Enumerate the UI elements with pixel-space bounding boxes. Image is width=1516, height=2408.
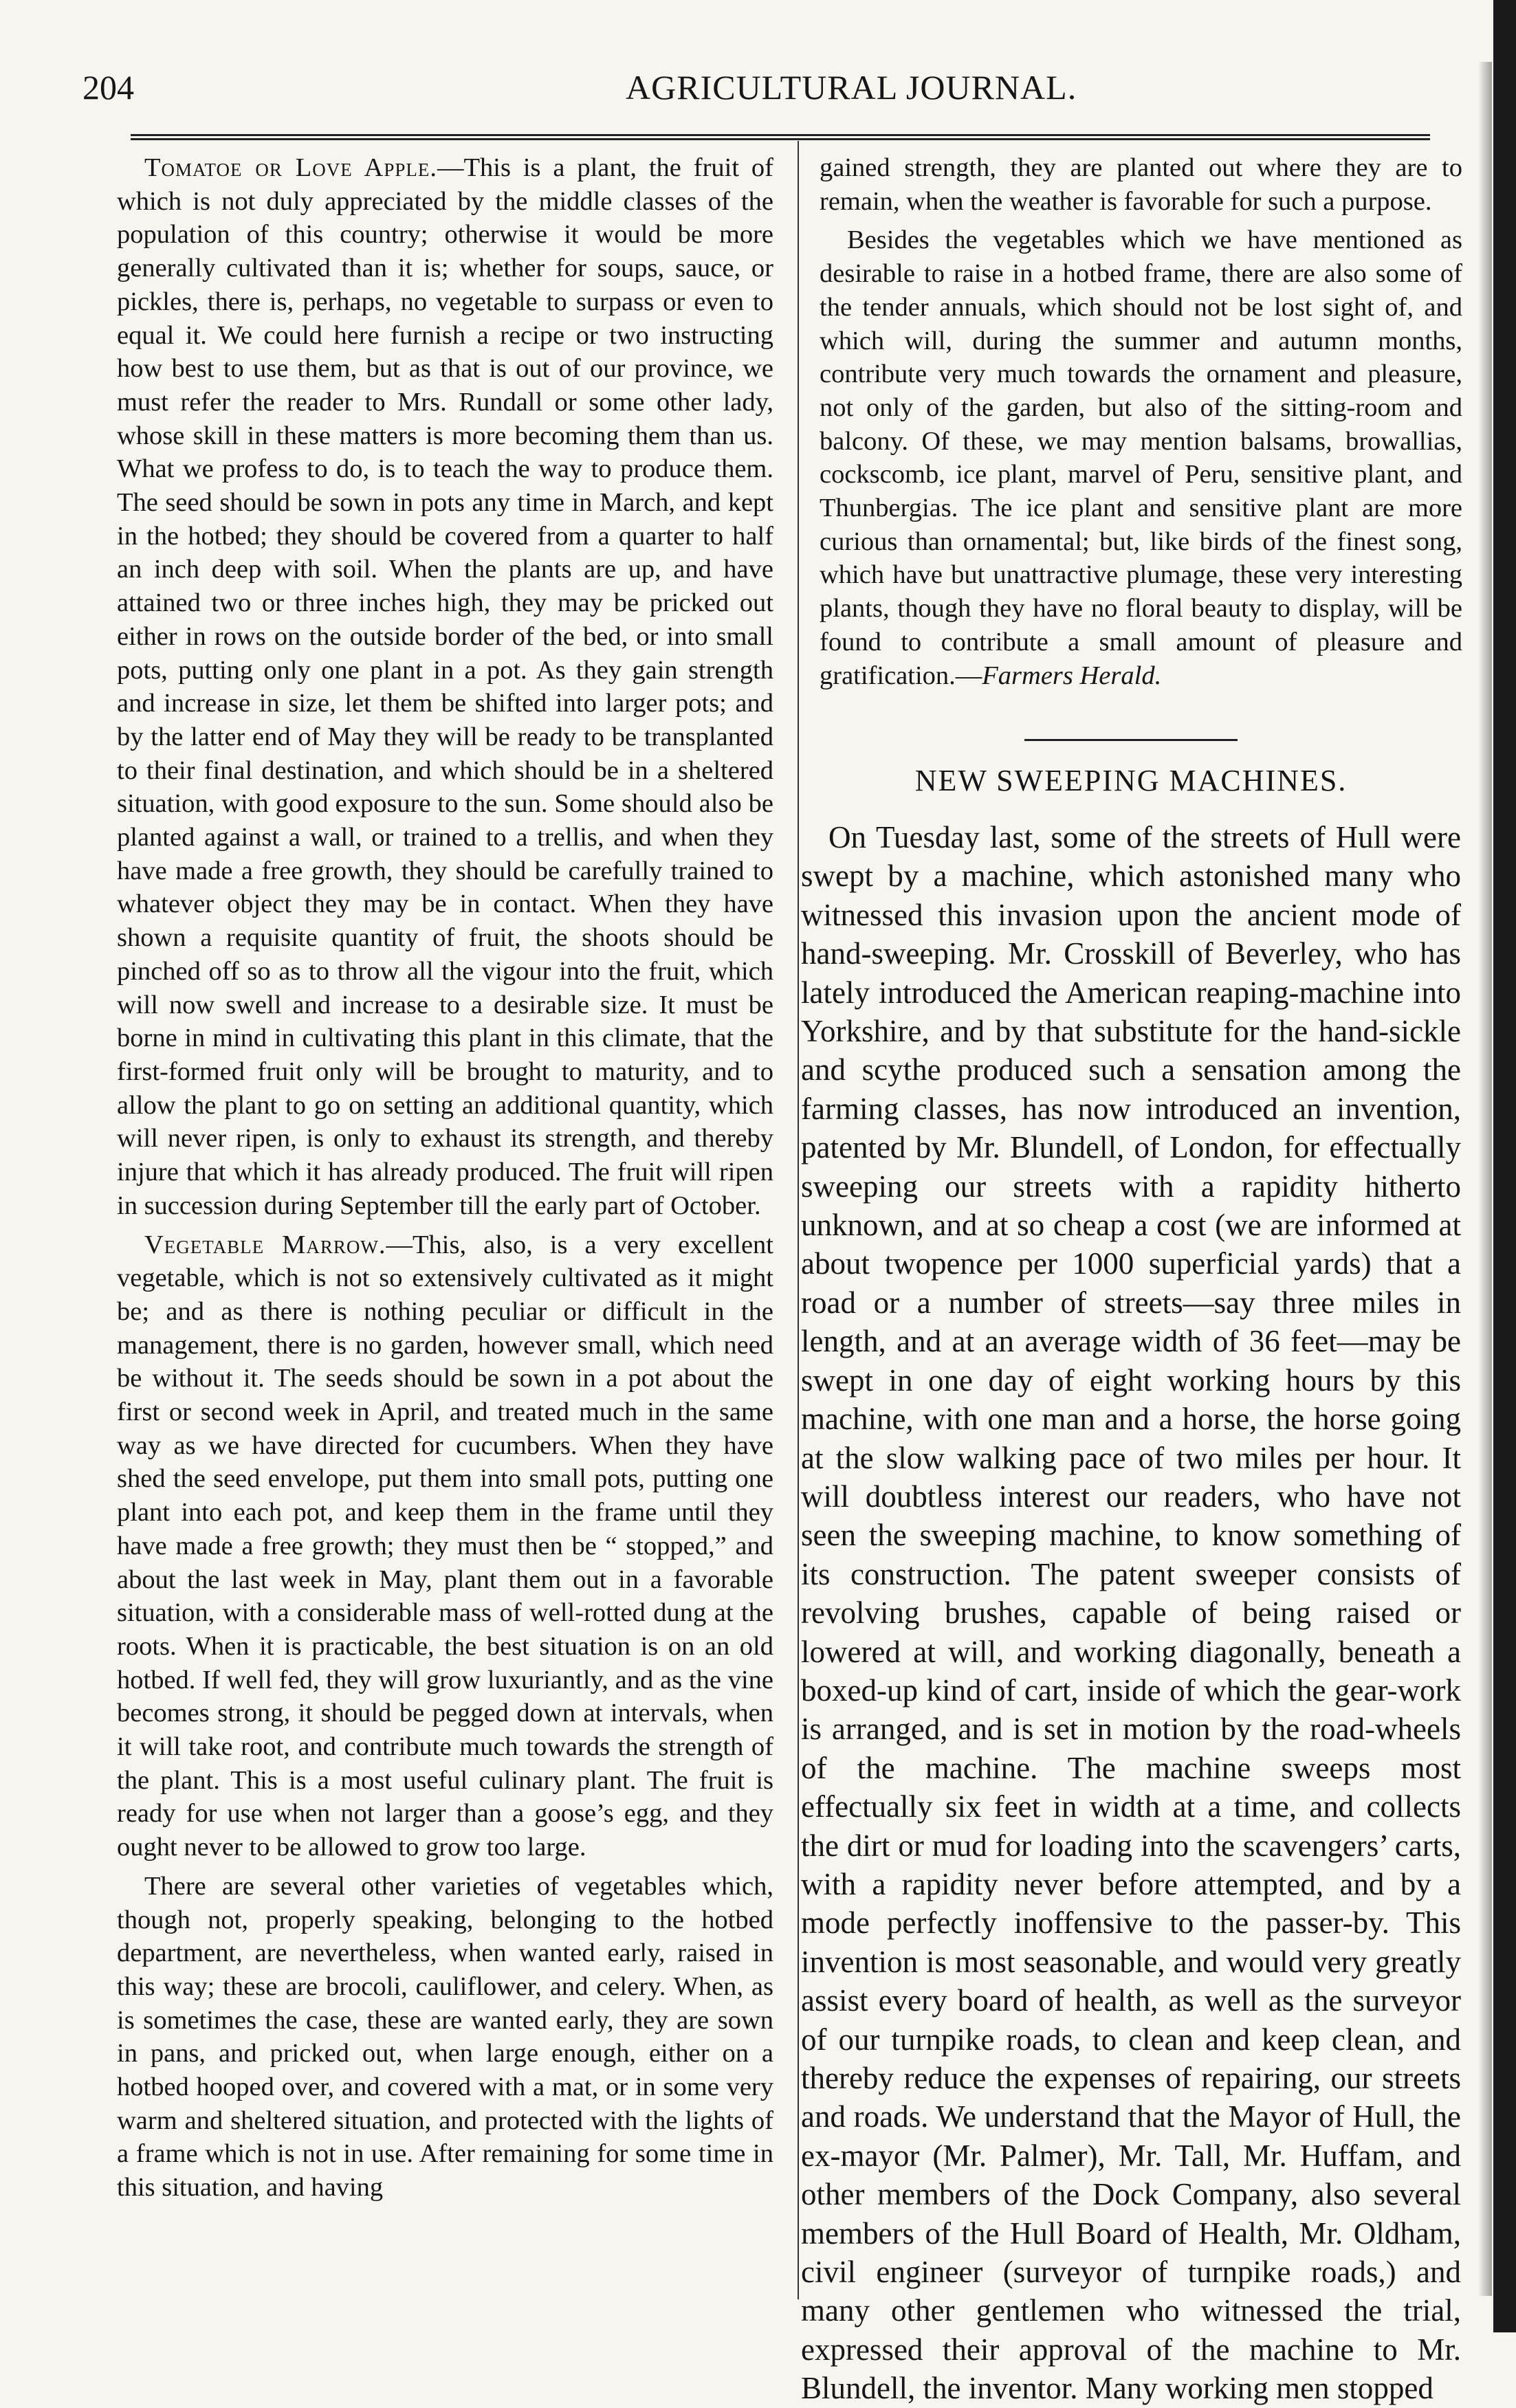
source-attribution: Farmers Herald. <box>982 661 1162 690</box>
sweeping-article-text: On Tuesday last, some of the streets of Hull were swept by a machine, which astonished many who witnessed this invasion upon the ancient mode of hand-sweeping. Mr. Crosskill of Beverley, who has lately introduced the American reaping-machine into Yorkshire, and by that substitute for the hand-sickle and scythe produced such a sensation among the farming classes, has now introduced an invention, patented by Mr. Blundell, of London, for effectually sweeping our streets with a rapidity hitherto unknown, and at so cheap a cost (we are informed at about twopence per 1000 superficial yards) that a road or a number of streets—say three miles in length, and at an average width of 36 feet—may be swept in one day of eight working hours by this machine, with one man and a horse, the horse going at the slow walking pace of two miles per hour. It will doubtless interest our readers, who have not seen the sweeping machine, to know something of its construction. The patent sweeper consists of revolving brushes, capable of being raised or lowered at will, and working diagonally, beneath a boxed-up kind of cart, inside of which the gear-work is arranged, and is set in motion by the road-wheels of the machine. The machine sweeps most effectually six feet in width at a time, and collects the dirt or mud for loading into the scavengers’ carts, with a rapidity never before attempted, and by a mode perfectly inoffensive to the passer-by. This invention is most seasonable, and would very greatly assist every board of health, as well as the surveyor of our turnpike roads, to clean and keep clean, and thereby reduce the expenses of repairing, our streets and roads. We understand that the Mayor of Hull, the ex-mayor (Mr. Palmer), Mr. Tall, Mr. Huffam, and other members of the Dock Company, also several members of the Hull Board of Health, Mr. Oldham, civil engineer (surveyor of turnpike roads,) and many other gentlemen who witnessed the trial, expressed their approval of the machine to Mr. Blundell, the inventor. Many working men stopped <box>801 820 1461 2406</box>
page-header <box>83 67 1430 115</box>
header-double-rule <box>131 134 1430 140</box>
column-divider <box>798 141 799 2299</box>
annuals-text: Besides the vegetables which we have mentioned as desirable to raise in a hotbed frame, there are also some of the tender annuals, which should not be lost sight of, and which will, during the summer and autumn months, contribute very much towards the ornament and pleasure, not only of the garden, but also of the sitting-room and balcony. Of these, we may mention balsams, browallias, cockscomb, ice plant, marvel of Peru, sensitive plant, and Thunbergias. The ice plant and sensitive plant are more curious than ornamental; but, like birds of the finest song, which have but unattractive plumage, these very interesting plants, though they have no floral beauty to display, will be found to contribute a small amount of pleasure and gratification.— <box>820 225 1462 690</box>
page-number: 204 <box>83 68 134 107</box>
right-column-top <box>820 151 1462 692</box>
annuals-paragraph <box>820 223 1462 692</box>
marrow-paragraph <box>117 1228 773 1864</box>
binding-shadow <box>1478 62 1492 2296</box>
other-varieties-paragraph: There are several other varieties of vegetables which, though not, properly speaking, belonging to the hotbed department, are nevertheless, when wanted early, raised in this way; these are brocoli, cauliflower, and celery. When, as is sometimes the case, these are wanted early, they are sown in pans, and pricked out, when large enough, either on a hotbed hooped over, and covered with a mat, or in some very warm and sheltered situation, and protected with the lights of a frame which is not in use. After remaining for some time in this situation, and having <box>117 1871 773 2202</box>
marrow-heading: Vegetable Marrow. <box>144 1230 386 1259</box>
running-title: AGRICULTURAL JOURNAL. <box>626 68 1077 107</box>
continuation-paragraph: gained strength, they are planted out where they are to remain, when the weather is favorable for such a purpose. <box>820 153 1462 216</box>
tomatoe-paragraph <box>117 151 773 1223</box>
section-rule <box>1024 739 1238 741</box>
right-column-article <box>801 818 1461 2408</box>
article-title: NEW SWEEPING MACHINES. <box>914 764 1348 797</box>
marrow-text: —This, also, is a very excellent vegetable, which is not so extensively cultivated as it might be; and as there is nothing peculiar or difficult in the management, there is no garden, however small, which need be without it. The seeds should be sown in a pot about the first or second week in April, and treated much in the same way as we have directed for cucumbers. When they have shed the seed envelope, put them into small pots, putting one plant into each pot, and keep them in the frame until they have made a free growth; they must then be “ stopped,” and about the last week in May, plant them out in a favorable situation, with a considerable mass of well-rotted dung at the roots. When it is practicable, the best situation is on an old hotbed. If well fed, they will grow luxuriantly, and as the vine becomes strong, it should be pegged down at intervals, when it will take root, and contribute much towards the strength of the plant. This is a most useful culinary plant. The fruit is ready for use when not larger than a goose’s egg, and they ought never to be allowed to grow too large. <box>117 1230 773 1862</box>
left-column <box>117 151 773 2205</box>
tomatoe-heading: Tomatoe or Love Apple. <box>144 153 437 182</box>
page-edge <box>1493 0 1516 2332</box>
tomatoe-text: —This is a plant, the fruit of which is not duly appreciated by the middle classes of the population of this country; otherwise it would be more generally cultivated than it is; whether for soups, sauce, or pickles, there is, perhaps, no vegetable to surpass or even to equal it. We could here furnish a recipe or two instructing how best to use them, but as that is out of our province, we must refer the reader to Mrs. Rundall or some other lady, whose skill in these matters is more becoming them than us. What we profess to do, is to teach the way to produce them. The seed should be sown in pots any time in March, and kept in the hotbed; they should be covered from a quarter to half an inch deep with soil. When the plants are up, and have attained two or three inches high, they may be pricked out either in rows on the outside border of the bed, or into small pots, putting only one plant in a pot. As they gain strength and increase in size, let them be shifted into larger pots; and by the latter end of May they will be ready to be transplanted to their final destination, and which should be in a sheltered situation, with good exposure to the sun. Some should also be planted against a wall, or trained to a trellis, and when they have made a free growth, they should be carefully trained to whatever object they may be in contact. When they have shown a requisite quantity of fruit, the shoots should be pinched off so as to throw all the vigour into the fruit, which will now swell and increase to a desirable size. It must be borne in mind in cultivating this plant in this climate, that the first-formed fruit only will be brought to maturity, and to allow the plant to go on setting an additional quantity, which will never ripen, is only to exhaust its strength, and thereby injure that which it has already produced. The fruit will ripen in succession during September till the early part of October. <box>117 153 773 1220</box>
